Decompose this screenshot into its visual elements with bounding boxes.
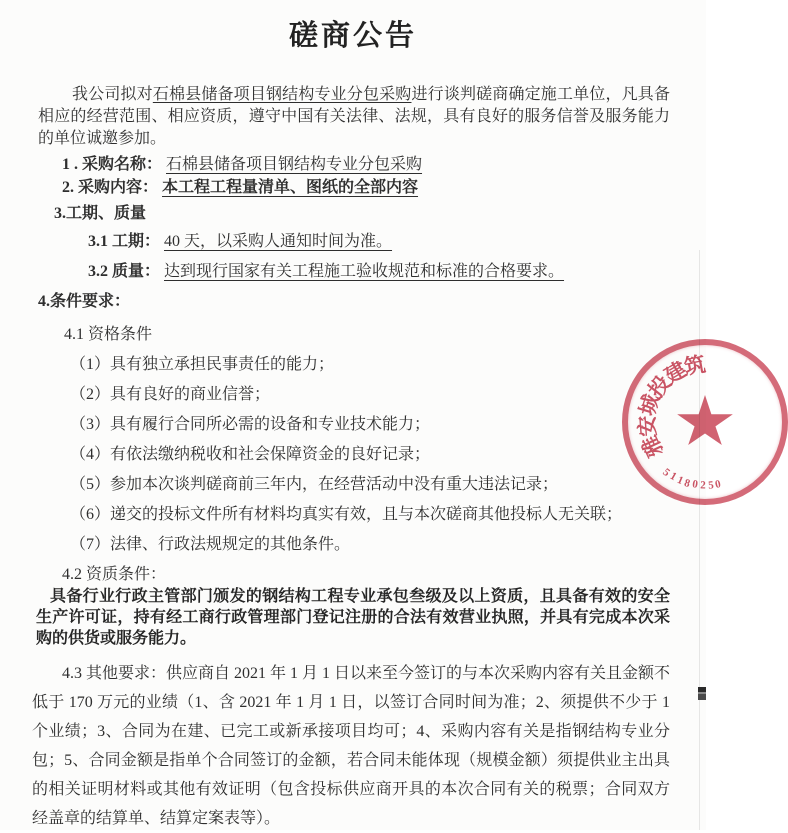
- quality-value: 达到现行国家有关工程施工验收规范和标准的合格要求。: [164, 263, 565, 280]
- purchase-content-label: 2. 采购内容：: [62, 179, 159, 196]
- qualification-condition-item: （5）参加本次谈判磋商前三年内，在经营活动中没有重大违法记录；: [70, 476, 559, 493]
- seal-text-char: 投: [643, 370, 676, 403]
- text-run: 石棉县储备项目钢结构专业分包采购: [152, 86, 412, 103]
- document-title: 磋商公告: [288, 20, 417, 52]
- credential-conditions-heading: 4.2 资质条件：: [62, 566, 167, 583]
- seal-digit-char: 0: [691, 478, 699, 492]
- qualification-condition-item: （1）具有独立承担民事责任的能力；: [70, 356, 335, 373]
- text-run: 我公司拟对: [72, 86, 153, 103]
- seal-digit-char: 0: [714, 477, 723, 491]
- scan-edge-line: [699, 250, 700, 830]
- qualification-condition-item: （3）具有履行合同所必需的设备和专业技术能力；: [70, 416, 431, 433]
- scan-smudge-mark: [698, 687, 706, 700]
- seal-text-char: 城: [635, 391, 665, 419]
- quality-line: [88, 260, 670, 283]
- duration-value: 40 天，以采购人通知时间为准。: [164, 233, 393, 250]
- seal-digit-char: 5: [660, 466, 673, 480]
- qualification-condition-item: （6）递交的投标文件所有材料均真实有效，且与本次磋商其他投标人无关联；: [70, 506, 623, 523]
- duration-line: [88, 230, 670, 253]
- seal-text-char: 建: [660, 357, 691, 389]
- duration-label: 3.1 工期：: [88, 233, 161, 250]
- section4-heading: 4.条件要求：: [38, 293, 131, 310]
- purchase-name-label: 1 . 采购名称：: [62, 156, 163, 173]
- list-item-purchase-name: [62, 153, 670, 176]
- list-item-purchase-content: [62, 176, 670, 199]
- seal-text-char: 安: [634, 414, 661, 438]
- qualification-condition-item: （4）有依法缴纳税收和社会保障资金的良好记录；: [70, 446, 431, 463]
- seal-digit-char: 1: [675, 473, 686, 488]
- official-seal: [622, 339, 788, 505]
- seal-text-char: 筑: [682, 351, 708, 380]
- other-requirements-paragraph: 4.3 其他要求：供应商自 2021 年 1 月 1 日以来至今签订的与本次采购内容有关且金额不低于 170 万元的业绩（1、含 2021 年 1 月 1 日，以签订合同时间为准；2、须提供不少于 1 个业绩；3、合同为在建、已完工或新承接项目均可；4、采购内容有关是指钢结构专业分包；5、合同金额是指单个合同签订的金额，若合同未能体现（规模金额）须提供业主出具的相关证明材料或其他有效证明（包含投标供应商开具的本次合同有关的税票；合同双方经盖章的结算单、结算定案表等）。: [32, 665, 671, 827]
- seal-digit-char: 2: [699, 479, 706, 492]
- seal-text-char: 雅: [637, 431, 669, 461]
- purchase-name-value: 石棉县储备项目钢结构专业分包采购: [166, 156, 423, 173]
- seal-digit-char: 1: [667, 470, 679, 484]
- qualification-condition-item: （2）具有良好的商业信誉；: [70, 386, 271, 403]
- credential-requirements-paragraph: 具备行业行政主管部门颁发的钢结构工程专业承包叁级及以上资质，且具备有效的安全生产许可证，持有经工商行政管理部门登记注册的合法有效营业执照，并具有完成本次采购的供货或服务能力。: [36, 588, 670, 647]
- text-run: 进行谈判磋商确定施工单位，凡具备相应的经营范围、相应资质，遵守中国有关法律、法规，具有良好的服务信誉及服务能力的单位诚邀参加。: [38, 86, 670, 147]
- quality-label: 3.2 质量：: [88, 263, 161, 280]
- seal-digit-char: 8: [683, 476, 692, 490]
- purchase-content-value: 本工程工程量清单、图纸的全部内容: [162, 179, 419, 196]
- intro-paragraph: [38, 84, 670, 150]
- qualification-conditions-list: [36, 353, 673, 556]
- section3-heading: 3.工期、质量: [54, 205, 147, 222]
- seal-digit-char: 5: [707, 479, 714, 492]
- qualification-conditions-heading: 4.1 资格条件: [64, 326, 153, 343]
- qualification-condition-item: （7）法律、行政法规规定的其他条件。: [70, 536, 351, 553]
